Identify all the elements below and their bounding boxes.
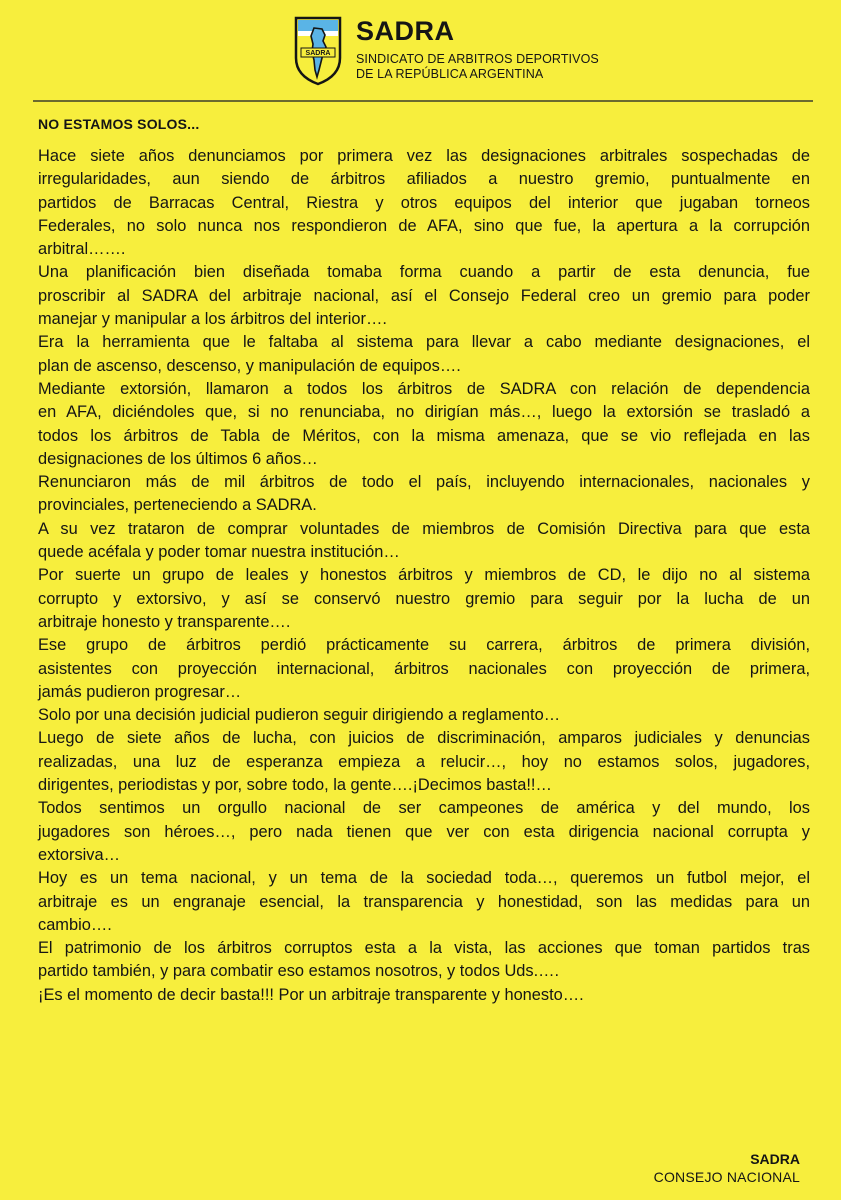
body-line: arbitraje honesto y transparente….	[38, 612, 291, 631]
body-line: provinciales, perteneciendo a SADRA.	[38, 496, 317, 515]
body-line: irregularidades, aun siendo de árbitros afiliados a nuestro gremio, puntualmente en	[38, 170, 810, 189]
body-line: extorsiva…	[38, 845, 120, 864]
header-divider	[33, 100, 813, 102]
body-line: Hoy es un tema nacional, y un tema de la sociedad toda…, queremos un futbol mejor, el	[38, 869, 810, 888]
body-line: jamás pudieron progresar…	[38, 682, 242, 701]
body-line: Luego de siete años de lucha, con juicios de discriminación, amparos judiciales y denuncias	[38, 729, 810, 748]
org-full-line1: SINDICATO DE ARBITROS DEPORTIVOS	[356, 52, 599, 66]
org-full-line2: DE LA REPÚBLICA ARGENTINA	[356, 67, 544, 81]
body-line: quede acéfala y poder tomar nuestra institución…	[38, 543, 400, 562]
body-line: Una planificación bien diseñada tomaba forma cuando a partir de esta denuncia, fue	[38, 263, 810, 282]
body-line: plan de ascenso, descenso, y manipulación de equipos….	[38, 356, 461, 375]
body-line: corrupto y extorsivo, y así se conservó nuestro gremio para seguir por la lucha de un	[38, 589, 810, 608]
body-line: ¡Es el momento de decir basta!!! Por un arbitraje transparente y honesto….	[38, 985, 584, 1004]
body-line: Mediante extorsión, llamaron a todos los árbitros de SADRA con relación de dependencia	[38, 379, 810, 398]
body-line: cambio….	[38, 915, 112, 934]
body-line: en AFA, diciéndoles que, si no renunciaba, no dirigían más…, luego la extorsión se trasladó a	[38, 403, 810, 422]
body-line: Todos sentimos un orgullo nacional de ser campeones de américa y del mundo, los	[38, 799, 810, 818]
org-name: SADRA	[356, 16, 455, 46]
body-line: jugadores son héroes…, pero nada tienen que ver con esta dirigencia nacional corrupta y	[38, 822, 810, 841]
body-line: realizadas, una luz de esperanza empieza a relucir…, hoy no estamos solos, jugadores,	[38, 752, 810, 771]
body-line: El patrimonio de los árbitros corruptos esta a la vista, las acciones que toman partidos tras	[38, 939, 810, 958]
body-line: dirigentes, periodistas y por, sobre todo, la gente….¡Decimos basta!!…	[38, 776, 552, 795]
body-line: arbitral…….	[38, 240, 126, 259]
body-line: partidos de Barracas Central, Riestra y otros equipos del interior que jugaban torneos	[38, 193, 810, 212]
body-line: A su vez trataron de comprar voluntades de miembros de Comisión Directiva para que esta	[38, 519, 810, 538]
letterhead	[292, 14, 599, 86]
document-title: NO ESTAMOS SOLOS...	[38, 116, 200, 132]
body-line: manejar y manipular a los árbitros del interior….	[38, 310, 387, 329]
body-line: arbitraje es un engranaje esencial, la transparencia y honestidad, son las medidas para un	[38, 892, 810, 911]
signature-block	[654, 1150, 800, 1186]
logo-text: SADRA	[305, 50, 331, 57]
body-line: Renunciaron más de mil árbitros de todo el país, incluyendo internacionales, nacionales y	[38, 473, 810, 492]
body-line: Ese grupo de árbitros perdió prácticamente su carrera, árbitros de primera división,	[38, 636, 810, 655]
body-line: Federales, no solo nunca nos respondieron de AFA, sino que fue, la apertura a la corrupción	[38, 216, 810, 235]
document-body	[38, 145, 810, 1007]
body-line: todos los árbitros de Tabla de Méritos, con la misma amenaza, que se vio reflejada en las	[38, 426, 810, 445]
body-line: Por suerte un grupo de leales y honestos árbitros y miembros de CD, le dijo no al sistema	[38, 566, 810, 585]
argentina-map-shield-icon	[292, 14, 344, 86]
body-line: Hace siete años denunciamos por primera vez las designaciones arbitrales sospechadas de	[38, 147, 810, 165]
body-line: proscribir al SADRA del arbitraje nacional, así el Consejo Federal creo un gremio para poder	[38, 286, 810, 305]
body-line: asistentes con proyección internacional, árbitros nacionales con proyección de primera,	[38, 659, 810, 678]
org-block	[356, 14, 599, 82]
body-line: partido también, y para combatir eso estamos nosotros, y todos Uds.….	[38, 962, 560, 981]
body-line: designaciones de los últimos 6 años…	[38, 449, 318, 468]
body-line: Era la herramienta que le faltaba al sistema para llevar a cabo mediante designaciones, el	[38, 333, 810, 352]
body-line: Solo por una decisión judicial pudieron seguir dirigiendo a reglamento…	[38, 706, 561, 725]
signature-org: SADRA	[750, 1151, 800, 1167]
signature-body: CONSEJO NACIONAL	[653, 1169, 800, 1185]
